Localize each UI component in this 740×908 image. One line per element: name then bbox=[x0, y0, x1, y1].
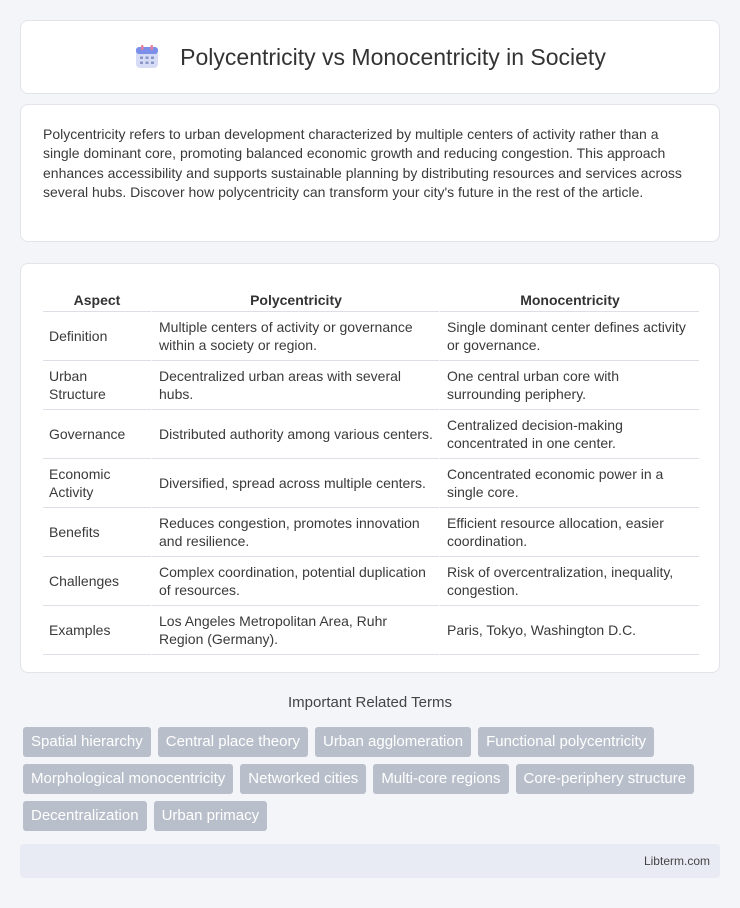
monocentricity-cell: Concentrated economic power in a single core. bbox=[439, 459, 699, 508]
table-row bbox=[43, 459, 699, 508]
comparison-table-card bbox=[20, 263, 720, 673]
monocentricity-cell: One central urban core with surrounding periphery. bbox=[439, 361, 699, 410]
aspect-cell: Benefits bbox=[43, 508, 151, 557]
monocentricity-cell: Single dominant center defines activity or governance. bbox=[439, 312, 699, 361]
related-term-tag[interactable]: Decentralization bbox=[23, 801, 147, 831]
related-term-tag[interactable]: Spatial hierarchy bbox=[23, 727, 151, 757]
monocentricity-cell: Risk of overcentralization, inequality, congestion. bbox=[439, 557, 699, 606]
title-card bbox=[20, 20, 720, 94]
column-header: Monocentricity bbox=[439, 282, 699, 312]
table-row bbox=[43, 410, 699, 459]
table-row bbox=[43, 508, 699, 557]
polycentricity-cell: Distributed authority among various centers. bbox=[151, 410, 439, 459]
aspect-cell: Economic Activity bbox=[43, 459, 151, 508]
related-term-tag[interactable]: Multi-core regions bbox=[373, 764, 508, 794]
related-term-tag[interactable]: Networked cities bbox=[240, 764, 366, 794]
related-term-tag[interactable]: Urban agglomeration bbox=[315, 727, 471, 757]
footer bbox=[20, 844, 720, 878]
column-header: Polycentricity bbox=[151, 282, 439, 312]
aspect-cell: Challenges bbox=[43, 557, 151, 606]
polycentricity-cell: Reduces congestion, promotes innovation and resilience. bbox=[151, 508, 439, 557]
polycentricity-cell: Complex coordination, potential duplication of resources. bbox=[151, 557, 439, 606]
related-terms-list bbox=[23, 727, 713, 831]
intro-text: Polycentricity refers to urban development characterized by multiple centers of activity rather than a single dominant core, promoting balanced economic growth and reducing congestion. This approach enhances accessibility and supports sustainable planning by distributing resources and services across several hubs. Discover how polycentricity can transform your city's future in the rest of the article. bbox=[43, 126, 682, 201]
monocentricity-cell: Efficient resource allocation, easier coordination. bbox=[439, 508, 699, 557]
related-term-tag[interactable]: Functional polycentricity bbox=[478, 727, 654, 757]
related-term-tag[interactable]: Central place theory bbox=[158, 727, 308, 757]
footer-site-link[interactable]: Libterm.com bbox=[643, 854, 710, 868]
intro-card bbox=[20, 104, 720, 242]
aspect-cell: Definition bbox=[43, 312, 151, 361]
related-term-tag[interactable]: Urban primacy bbox=[154, 801, 268, 831]
table-header-row bbox=[43, 282, 699, 312]
polycentricity-cell: Los Angeles Metropolitan Area, Ruhr Region (Germany). bbox=[151, 606, 439, 655]
related-term-tag[interactable]: Morphological monocentricity bbox=[23, 764, 233, 794]
related-terms-title: Important Related Terms bbox=[288, 694, 452, 711]
column-header: Aspect bbox=[43, 282, 151, 312]
monocentricity-cell: Centralized decision-making concentrated in one center. bbox=[439, 410, 699, 459]
polycentricity-cell: Decentralized urban areas with several hubs. bbox=[151, 361, 439, 410]
aspect-cell: Urban Structure bbox=[43, 361, 151, 410]
table-row bbox=[43, 557, 699, 606]
comparison-table bbox=[43, 282, 699, 655]
related-term-tag[interactable]: Core-periphery structure bbox=[516, 764, 695, 794]
aspect-cell: Governance bbox=[43, 410, 151, 459]
table-row bbox=[43, 312, 699, 361]
page-title: Polycentricity vs Monocentricity in Society bbox=[180, 43, 606, 70]
table-row bbox=[43, 361, 699, 410]
monocentricity-cell: Paris, Tokyo, Washington D.C. bbox=[439, 606, 699, 655]
aspect-cell: Examples bbox=[43, 606, 151, 655]
table-row bbox=[43, 606, 699, 655]
calendar-grid-icon bbox=[134, 44, 160, 70]
polycentricity-cell: Multiple centers of activity or governance within a society or region. bbox=[151, 312, 439, 361]
polycentricity-cell: Diversified, spread across multiple centers. bbox=[151, 459, 439, 508]
